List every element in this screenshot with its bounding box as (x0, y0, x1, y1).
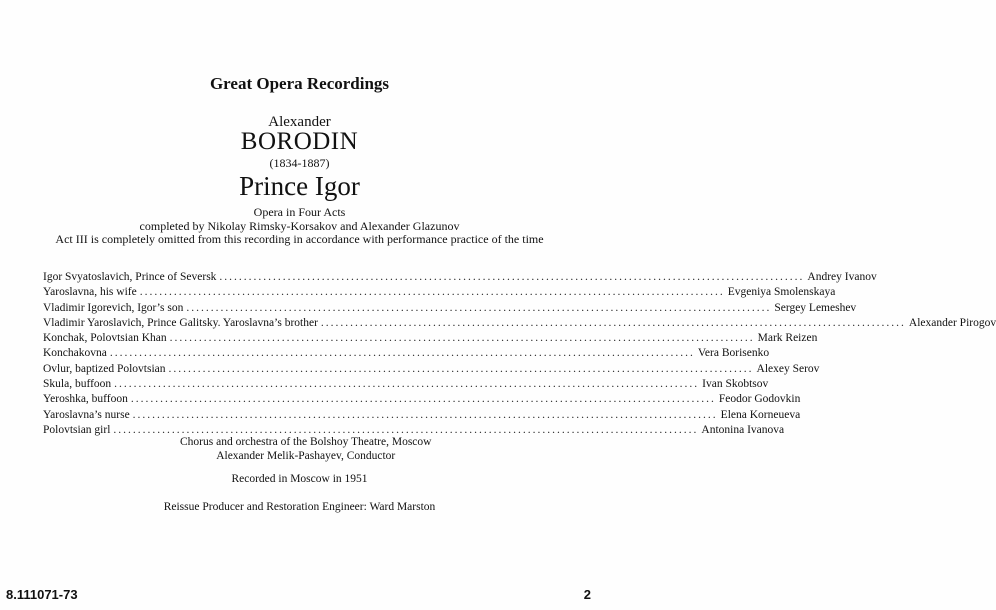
cast-row (43, 346, 770, 361)
composer-dates: (1834-1887) (269, 156, 330, 170)
chorus-credit: Chorus and orchestra of the Bolshoy Theatre, Moscow (180, 436, 432, 448)
dot-leader: ........................................................................................................................ (139, 286, 725, 299)
composer-first-name: Alexander (268, 114, 331, 130)
cast-row (43, 301, 857, 316)
cast-role: Yaroslavna’s nurse (43, 408, 130, 421)
cast-role: Konchak, Polovtsian Khan (43, 332, 167, 345)
cast-role: Vladimir Yaroslavich, Prince Galitsky. Yaroslavna’s brother (43, 316, 318, 329)
dot-leader: ........................................................................................................................ (186, 301, 772, 314)
conductor-credit: Alexander Melik-Pashayev, Conductor (216, 450, 396, 462)
series-title: Great Opera Recordings (209, 74, 390, 93)
reissue-credit: Reissue Producer and Restoration Engineer: Ward Marston (163, 501, 436, 513)
cast-singer: Vera Borisenko (697, 347, 770, 360)
dot-leader: ........................................................................................................................ (169, 332, 755, 345)
cast-row (43, 331, 818, 346)
cast-role: Polovtsian girl (43, 423, 111, 436)
page-number: 2 (583, 587, 591, 602)
cast-row (43, 408, 801, 423)
cast-row (43, 377, 769, 392)
cast-role: Igor Svyatoslavich, Prince of Seversk (43, 271, 217, 283)
cast-singer: Alexey Serov (756, 362, 820, 375)
cast-role: Ovlur, baptized Polovtsian (43, 362, 166, 375)
cast-role: Vladimir Igorevich, Igor’s son (43, 301, 184, 314)
cast-singer: Mark Reizen (757, 332, 818, 345)
cast-singer: Andrey Ivanov (807, 271, 877, 283)
cast-singer: Elena Korneueva (720, 408, 801, 421)
cast-role: Konchakovna (43, 347, 107, 360)
cast-singer: Evgeniya Smolenskaya (727, 286, 836, 299)
cast-row (43, 392, 801, 407)
cast-row (43, 285, 836, 300)
composer-name: BORODIN (240, 128, 359, 155)
catalog-number: 8.111071-73 (6, 587, 78, 602)
omission-note: Act III is completely omitted from this recording in accordance with performance practice of the time (55, 232, 544, 246)
dot-leader: ........................................................................................................................ (168, 362, 754, 375)
recording-note: Recorded in Moscow in 1951 (231, 473, 368, 485)
cast-row (43, 362, 820, 377)
dot-leader: ........................................................................................................................ (320, 316, 906, 329)
cast-singer: Ivan Skobtsov (702, 378, 769, 391)
performers-credit (180, 435, 431, 463)
dot-leader: ........................................................................................................................ (109, 347, 695, 360)
cast-singer: Sergey Lemeshev (774, 301, 857, 314)
cast-singer: Feodor Godovkin (718, 393, 801, 406)
completion-note: completed by Nikolay Rimsky-Korsakov and Alexander Glazunov (139, 219, 460, 233)
cast-singer: Antonina Ivanova (701, 423, 785, 436)
cast-role: Yaroslavna, his wife (43, 286, 137, 299)
cast-role: Yeroshka, buffoon (43, 393, 128, 406)
cast-list (43, 270, 996, 438)
dot-leader: ........................................................................................................................ (114, 378, 700, 391)
dot-leader: ........................................................................................................................ (130, 393, 716, 406)
cast-row (43, 270, 877, 285)
work-title: Prince Igor (239, 171, 360, 201)
cast-role: Skula, buffoon (43, 378, 112, 391)
dot-leader: ........................................................................................................................ (113, 423, 699, 436)
cast-row (43, 316, 996, 331)
dot-leader: ........................................................................................................................ (219, 271, 805, 283)
dot-leader: ........................................................................................................................ (132, 408, 718, 421)
work-subtitle: Opera in Four Acts (253, 205, 346, 219)
cast-singer: Alexander Pirogov (908, 316, 996, 329)
